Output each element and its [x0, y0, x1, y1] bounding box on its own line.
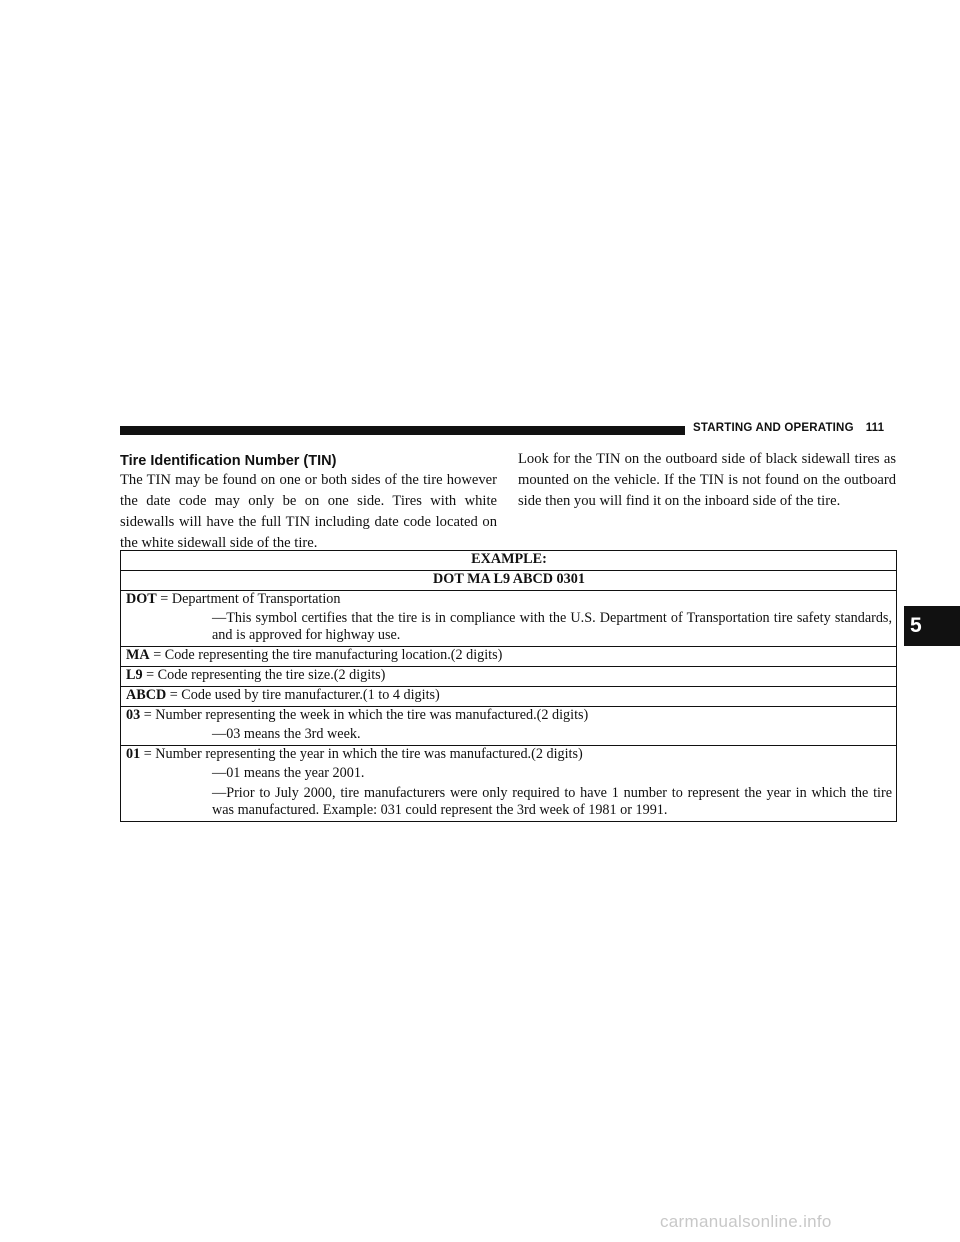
table-title-row	[121, 551, 897, 571]
table-example-row	[121, 571, 897, 591]
header-rule	[120, 426, 685, 435]
page-number: 111	[865, 422, 885, 434]
example-code: DOT MA L9 ABCD 0301	[121, 571, 897, 591]
code-label: ABCD	[126, 687, 167, 703]
table-cell	[121, 746, 897, 822]
code-note: —01 means the year 2001.	[212, 765, 365, 781]
code-label: L9	[126, 667, 143, 683]
code-label: DOT	[126, 591, 157, 607]
section-heading: Tire Identification Number (TIN)	[120, 453, 337, 469]
table-cell	[121, 687, 897, 707]
code-description: = Code representing the tire size.(2 digits)	[146, 667, 386, 683]
table-cell	[121, 707, 897, 746]
table-row	[121, 746, 897, 822]
table-title: EXAMPLE:	[121, 551, 897, 571]
section-tab: 5	[904, 606, 960, 646]
code-label: MA	[126, 647, 150, 663]
table-row	[121, 707, 897, 746]
code-description: = Number representing the year in which the tire was manufactured.(2 digits)	[143, 746, 583, 762]
left-paragraph: The TIN may be found on one or both sides of the tire however the date code may only be on one side. Tires with white sidewalls will have the full TIN including date code located on the white sidewall side of the tire.	[120, 472, 497, 551]
tin-table	[120, 550, 897, 822]
code-label: 01	[126, 746, 141, 762]
code-note: —03 means the 3rd week.	[212, 726, 361, 742]
watermark: carmanualsonline.info	[660, 1212, 832, 1231]
code-note: —Prior to July 2000, tire manufacturers were only required to have 1 number to represent the year in which the tire was manufactured. Example: 031 could represent the 3rd week of 1981 or 1991.	[212, 785, 892, 818]
code-label: 03	[126, 707, 141, 723]
code-description: = Code representing the tire manufacturing location.(2 digits)	[153, 647, 503, 663]
code-description: = Number representing the week in which the tire was manufactured.(2 digits)	[143, 707, 589, 723]
table-row	[121, 687, 897, 707]
table-cell	[121, 667, 897, 687]
right-paragraph: Look for the TIN on the outboard side of black sidewall tires as mounted on the vehicle. If the TIN is not found on the outboard side then you will find it on the inboard side of the tire.	[518, 451, 896, 509]
code-description: = Code used by tire manufacturer.(1 to 4 digits)	[169, 687, 440, 703]
section-title: STARTING AND OPERATING	[693, 422, 854, 434]
table-row	[121, 647, 897, 667]
code-description: = Department of Transportation	[160, 591, 341, 607]
code-note: —This symbol certifies that the tire is in compliance with the U.S. Department of Transportation tire safety standards, and is approved for highway use.	[212, 610, 892, 643]
table-row	[121, 591, 897, 647]
table-row	[121, 667, 897, 687]
running-header	[693, 422, 884, 434]
table-cell	[121, 647, 897, 667]
table-cell	[121, 591, 897, 647]
